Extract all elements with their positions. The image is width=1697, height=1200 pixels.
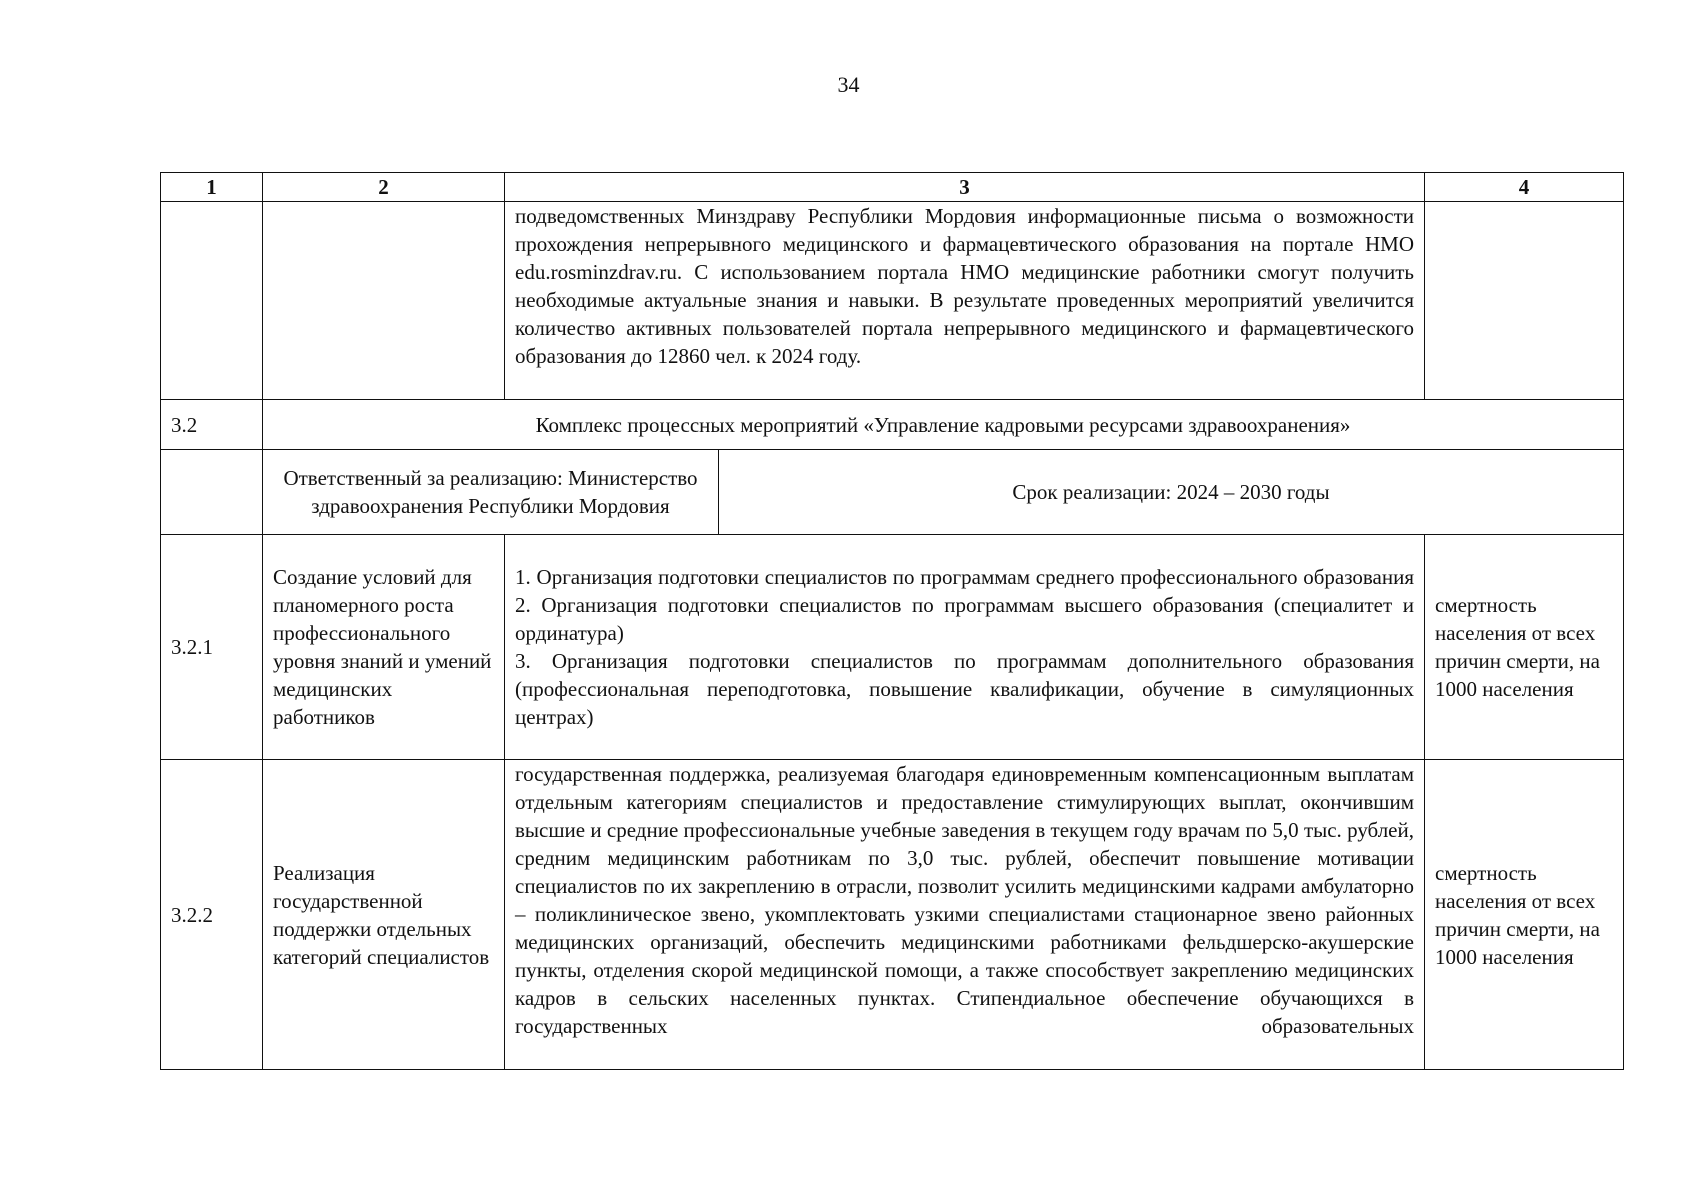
- row-number: 3.2.2: [161, 760, 263, 1070]
- header-col-3: 3: [505, 173, 1425, 202]
- continuation-num-cell: [161, 202, 263, 400]
- responsible-num-cell: [161, 450, 263, 535]
- section-title: Комплекс процессных мероприятий «Управление кадровыми ресурсами здравоохранения»: [263, 400, 1624, 450]
- header-col-1: 1: [161, 173, 263, 202]
- measures-table: [160, 172, 1624, 1070]
- row-name: Реализация государственной поддержки отдельных категорий специалистов: [263, 760, 505, 1070]
- row-item-3: 3. Организация подготовки специалистов по программам дополнительного образования (профессиональная переподготовка, повышение квалификации, обучение в симуляционных центрах): [515, 649, 1414, 729]
- section-number: 3.2: [161, 400, 263, 450]
- row-item-1: 1. Организация подготовки специалистов по программам среднего профессионального образования: [515, 565, 1414, 589]
- responsible-row: [161, 450, 1624, 535]
- row-indicator: смертность населения от всех причин смерти, на 1000 населения: [1425, 760, 1624, 1070]
- header-col-4: 4: [1425, 173, 1624, 202]
- continuation-row: [161, 202, 1624, 400]
- implementation-period: Срок реализации: 2024 – 2030 годы: [1012, 480, 1330, 504]
- table-row: [161, 535, 1624, 760]
- row-number: 3.2.1: [161, 535, 263, 760]
- continuation-name-cell: [263, 202, 505, 400]
- header-col-2: 2: [263, 173, 505, 202]
- continuation-text: подведомственных Минздраву Республики Мордовия информационные письма о возможности прохождения непрерывного медицинского и фармацевтического образования на портале НМО edu.rosminzdrav.ru. С использованием портала НМО медицинские работники смогут получить необходимые актуальные знания и навыки. В результате проведенных мероприятий увеличится количество активных пользователей портала непрерывного медицинского и фармацевтического образования до 12860 чел. к 2024 году.: [505, 202, 1425, 400]
- row-item-2: 2. Организация подготовки специалистов по программам высшего образования (специалитет и ординатура): [515, 593, 1414, 645]
- section-row: [161, 400, 1624, 450]
- responsible-person: Ответственный за реализацию: Министерство здравоохранения Республики Мордовия: [263, 450, 719, 534]
- row-items: [505, 535, 1425, 760]
- page-number: 34: [837, 72, 860, 97]
- table-header-row: [161, 173, 1624, 202]
- row-text: государственная поддержка, реализуемая благодаря единовременным компенсационным выплатам отдельным категориям специалистов и предоставление стимулирующих выплат, окончившим высшие и средние профессиональные учебные заведения в текущем году врачам по 5,0 тыс. рублей, средним медицинским работникам по 3,0 тыс. рублей, обеспечит повышение мотивации специалистов по их закреплению в отрасли, позволит усилить медицинскими кадрами амбулаторно – поликлиническое звено, укомплектовать узкими специалистами стационарное звено районных медицинских организаций, обеспечить медицинскими работниками фельдшерско-акушерские пункты, отделения скорой медицинской помощи, а также способствует закреплению медицинских кадров в сельских населенных пунктах. Стипендиальное обеспечение обучающихся в государственных образовательных: [505, 760, 1425, 1070]
- table-row: [161, 760, 1624, 1070]
- continuation-indicator-cell: [1425, 202, 1624, 400]
- row-indicator: смертность населения от всех причин смерти, на 1000 населения: [1425, 535, 1624, 760]
- row-name: Создание условий для планомерного роста профессионального уровня знаний и умений медицинских работников: [263, 535, 505, 760]
